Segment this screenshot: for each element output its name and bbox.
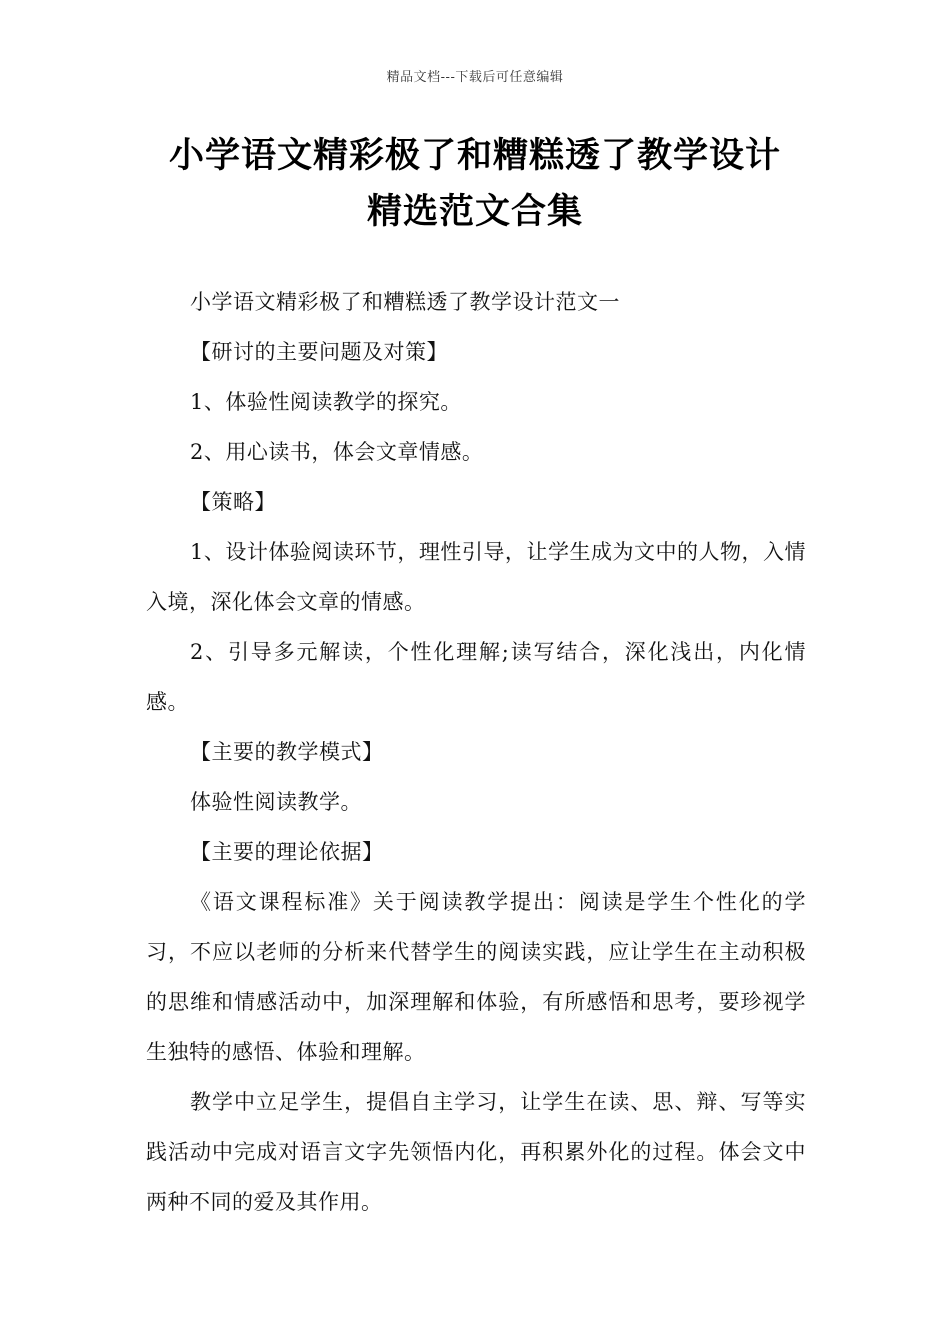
paragraph: 体验性阅读教学。	[190, 790, 362, 814]
header-note: 精品文档---下载后可任意编辑	[386, 70, 564, 85]
paragraph: 1、体验性阅读教学的探究。	[190, 390, 462, 414]
section-heading-teaching-mode: 【主要的教学模式】	[190, 740, 384, 764]
section-heading-strategy: 【策略】	[190, 490, 276, 514]
paragraph: 2、用心读书，体会文章情感。	[190, 440, 484, 464]
paragraph: 《语文课程标准》关于阅读教学提出：阅读是学生个性化的学习，不应以老师的分析来代替学生的阅读实践，应让学生在主动积极的思维和情感活动中，加深理解和体验，有所感悟和思考，要珍视学生独特的感悟、体验和理解。	[146, 890, 806, 1064]
section-heading-problems: 【研讨的主要问题及对策】	[190, 340, 448, 364]
document-title	[100, 128, 850, 240]
document-body	[146, 277, 806, 1227]
paragraph: 教学中立足学生，提倡自主学习，让学生在读、思、辩、写等实践活动中完成对语言文字先领悟内化，再积累外化的过程。体会文中两种不同的爱及其作用。	[146, 1090, 806, 1214]
paragraph: 2、引导多元解读，个性化理解;读写结合，深化浅出，内化情感。	[146, 640, 806, 714]
paragraph-subtitle: 小学语文精彩极了和糟糕透了教学设计范文一	[190, 290, 620, 314]
title-line-1: 小学语文精彩极了和糟糕透了教学设计	[168, 136, 781, 176]
section-heading-theory: 【主要的理论依据】	[190, 840, 384, 864]
title-line-2: 精选范文合集	[366, 192, 583, 232]
paragraph: 1、设计体验阅读环节，理性引导，让学生成为文中的人物，入情入境，深化体会文章的情感。	[146, 540, 806, 614]
